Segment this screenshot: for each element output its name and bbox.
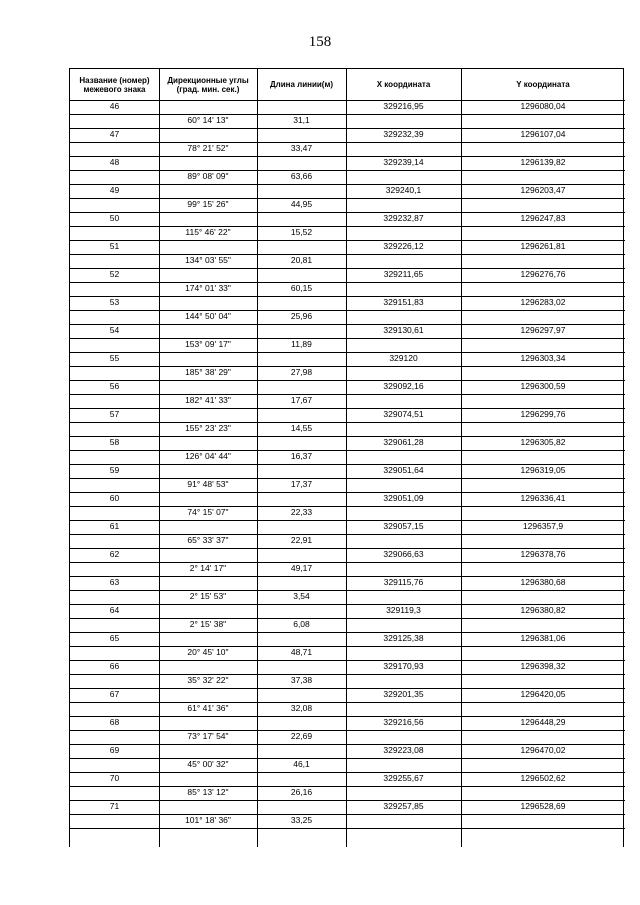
segment-angle: 35° 32' 22": [187, 675, 229, 685]
segment-length: 44,95: [290, 199, 313, 209]
point-x: 329232,87: [383, 213, 424, 223]
segment-angle: 78° 21' 52": [187, 143, 229, 153]
segment-length: 14,55: [290, 423, 313, 433]
segment-angle: 182° 41' 33": [185, 395, 231, 405]
point-name: 48: [109, 157, 120, 167]
point-name: 53: [109, 297, 120, 307]
segment-length: 20,81: [290, 255, 313, 265]
point-y: 1296381,06: [520, 633, 566, 643]
point-x: 329151,83: [383, 297, 424, 307]
point-name: 64: [109, 605, 120, 615]
point-x: 329216,95: [383, 101, 424, 111]
point-y: 1296420,05: [520, 689, 566, 699]
segment-angle: 2° 15' 53": [189, 591, 227, 601]
segment-angle: 61° 41' 36": [187, 703, 229, 713]
point-y: 1296247,83: [520, 213, 566, 223]
point-y: 1296203,47: [520, 185, 566, 195]
row-divider: [70, 786, 625, 787]
segment-length: 46,1: [293, 759, 310, 769]
row-divider: [70, 282, 625, 283]
point-x: 329232,39: [383, 129, 424, 139]
segment-length: 60,15: [290, 283, 313, 293]
row-divider: [70, 226, 625, 227]
row-divider: [70, 142, 625, 143]
point-x: 329057,15: [383, 521, 424, 531]
segment-length: 31,1: [293, 115, 310, 125]
segment-length: 17,37: [290, 479, 313, 489]
row-divider: [70, 506, 625, 507]
segment-length: 49,17: [290, 563, 313, 573]
row-divider: [70, 478, 625, 479]
row-divider: [70, 828, 625, 829]
point-y: 1296305,82: [520, 437, 566, 447]
header-x: X координата: [376, 80, 431, 89]
segment-length: 15,52: [290, 227, 313, 237]
segment-length: 26,16: [290, 787, 313, 797]
point-y: 1296319,05: [520, 465, 566, 475]
segment-angle: 73° 17' 54": [187, 731, 229, 741]
header-name: Название (номер) межевого знака: [79, 75, 150, 94]
row-divider: [70, 254, 625, 255]
segment-angle: 134° 03' 55": [185, 255, 231, 265]
segment-angle: 115° 46' 22": [185, 227, 231, 237]
point-name: 71: [109, 801, 120, 811]
segment-length: 3,54: [293, 591, 310, 601]
point-name: 65: [109, 633, 120, 643]
segment-length: 16,37: [290, 451, 313, 461]
point-x: 329092,16: [383, 381, 424, 391]
segment-angle: 85° 13' 12": [187, 787, 229, 797]
point-x: 329061,28: [383, 437, 424, 447]
point-x: 329255,67: [383, 773, 424, 783]
point-name: 51: [109, 241, 120, 251]
segment-angle: 144° 50' 04": [185, 311, 231, 321]
segment-angle: 91° 48' 53": [187, 479, 229, 489]
point-name: 60: [109, 493, 120, 503]
segment-length: 25,96: [290, 311, 313, 321]
point-x: 329115,76: [383, 577, 424, 587]
point-name: 68: [109, 717, 120, 727]
header-y: Y координата: [516, 80, 570, 89]
point-x: 329074,51: [383, 409, 424, 419]
point-name: 63: [109, 577, 120, 587]
point-name: 58: [109, 437, 120, 447]
point-x: 329216,56: [383, 717, 424, 727]
row-divider: [70, 422, 625, 423]
point-x: 329051,09: [383, 493, 424, 503]
row-divider: [70, 198, 625, 199]
point-y: 1296378,76: [520, 549, 566, 559]
segment-angle: 101° 18' 36": [185, 815, 231, 825]
row-divider: [70, 702, 625, 703]
header-angle: Дирекционные углы (град. мин. сек.): [167, 75, 249, 94]
segment-angle: 126° 04' 44": [185, 451, 231, 461]
row-divider: [70, 366, 625, 367]
row-divider: [70, 114, 625, 115]
point-name: 54: [109, 325, 120, 335]
point-x: 329226,12: [383, 241, 424, 251]
row-divider: [70, 562, 625, 563]
segment-length: 63,66: [290, 171, 313, 181]
segment-angle: 45° 00' 32": [187, 759, 229, 769]
point-x: 329066,63: [383, 549, 424, 559]
row-divider: [70, 338, 625, 339]
point-x: 329119,3: [386, 605, 421, 615]
header-length: Длина линии(м): [269, 80, 334, 89]
point-x: 329051,64: [383, 465, 424, 475]
point-y: 1296139,82: [520, 157, 566, 167]
segment-length: 48,71: [290, 647, 313, 657]
segment-angle: 89° 08' 09": [187, 171, 229, 181]
segment-angle: 20° 45' 10": [187, 647, 229, 657]
segment-angle: 185° 38' 29": [185, 367, 231, 377]
point-name: 69: [109, 745, 120, 755]
segment-length: 22,91: [290, 535, 313, 545]
segment-angle: 99° 15' 26": [187, 199, 229, 209]
row-divider: [70, 618, 625, 619]
point-y: 1296502,62: [520, 773, 566, 783]
point-name: 52: [109, 269, 120, 279]
point-y: 1296448,29: [520, 717, 566, 727]
point-y: 1296380,68: [520, 577, 566, 587]
point-name: 49: [109, 185, 120, 195]
page-number: 158: [308, 34, 332, 50]
point-y: 1296107,04: [520, 129, 566, 139]
point-name: 62: [109, 549, 120, 559]
point-y: 1296299,76: [520, 409, 566, 419]
point-x: 329211,65: [383, 269, 424, 279]
point-y: 1296283,02: [520, 297, 566, 307]
point-y: 1296261,81: [520, 241, 566, 251]
point-x: 329257,85: [383, 801, 424, 811]
point-name: 70: [109, 773, 120, 783]
row-divider: [70, 814, 625, 815]
segment-length: 17,67: [290, 395, 313, 405]
segment-length: 11,89: [291, 339, 312, 349]
point-x: 329239,14: [383, 157, 424, 167]
segment-length: 27,98: [290, 367, 313, 377]
point-y: 1296470,02: [520, 745, 566, 755]
point-y: 1296300,59: [520, 381, 566, 391]
segment-angle: 174° 01' 33": [185, 283, 231, 293]
row-divider: [70, 394, 625, 395]
point-y: 1296080,04: [520, 101, 566, 111]
point-name: 59: [109, 465, 120, 475]
point-name: 46: [109, 101, 120, 111]
point-name: 61: [109, 521, 120, 531]
segment-angle: 155° 23' 23": [185, 423, 231, 433]
point-x: 329240,1: [385, 185, 422, 195]
row-divider: [70, 758, 625, 759]
row-divider: [70, 646, 625, 647]
point-name: 50: [109, 213, 120, 223]
segment-angle: 65° 33' 37": [187, 535, 229, 545]
point-name: 56: [109, 381, 120, 391]
segment-length: 37,38: [290, 675, 313, 685]
point-y: 1296303,34: [520, 353, 566, 363]
point-y: 1296380,82: [520, 605, 566, 615]
row-divider: [70, 674, 625, 675]
row-divider: [70, 310, 625, 311]
segment-length: 33,25: [290, 815, 313, 825]
point-x: 329130,61: [383, 325, 424, 335]
point-x: 329125,38: [383, 633, 424, 643]
point-name: 57: [109, 409, 120, 419]
segment-angle: 60° 14' 13": [187, 115, 229, 125]
point-x: 329170,93: [383, 661, 424, 671]
point-y: 1296398,32: [520, 661, 566, 671]
point-y: 1296276,76: [520, 269, 566, 279]
point-y: 1296528,69: [520, 801, 566, 811]
point-y: 1296357,9: [522, 521, 564, 531]
row-divider: [70, 730, 625, 731]
point-x: 329223,08: [383, 745, 424, 755]
boundary-coordinates-table: [69, 68, 624, 847]
point-x: 329120: [389, 353, 418, 363]
point-x: 329201,35: [383, 689, 424, 699]
point-name: 55: [109, 353, 120, 363]
point-name: 47: [109, 129, 120, 139]
point-y: 1296336,41: [520, 493, 566, 503]
row-divider: [70, 450, 625, 451]
row-divider: [70, 534, 625, 535]
segment-angle: 2° 15' 38": [189, 619, 227, 629]
point-name: 67: [109, 689, 120, 699]
segment-angle: 74° 15' 07": [187, 507, 229, 517]
segment-angle: 2° 14' 17": [189, 563, 227, 573]
segment-length: 32,08: [290, 703, 313, 713]
segment-length: 6,08: [293, 619, 310, 629]
row-divider: [70, 170, 625, 171]
segment-length: 22,33: [290, 507, 313, 517]
segment-length: 22,69: [290, 731, 313, 741]
segment-angle: 153° 09' 17": [185, 339, 231, 349]
point-name: 66: [109, 661, 120, 671]
row-divider: [70, 590, 625, 591]
point-y: 1296297,97: [520, 325, 566, 335]
segment-length: 33,47: [290, 143, 313, 153]
